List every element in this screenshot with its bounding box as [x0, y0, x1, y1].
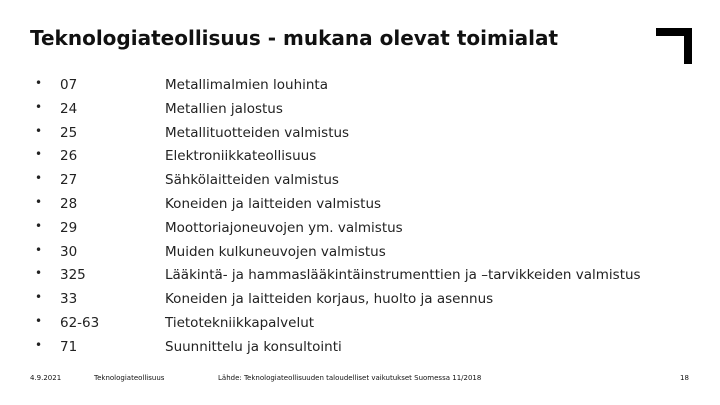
industry-description: Lääkintä- ja hammaslääkintäinstrumenttien ja –tarvikkeiden valmistus	[165, 267, 641, 284]
footer-organization: Teknologiateollisuus	[94, 374, 165, 382]
industry-code: 24	[60, 100, 78, 117]
bullet-icon: •	[35, 147, 43, 162]
bullet-icon: •	[35, 195, 43, 209]
list-item	[0, 288, 720, 310]
industry-description: Koneiden ja laitteiden korjaus, huolto ja asennus	[165, 291, 494, 308]
industry-code: 27	[60, 172, 78, 189]
bullet-icon: •	[35, 242, 43, 257]
list-item	[0, 312, 720, 334]
list-item	[0, 193, 720, 215]
bullet-icon: •	[35, 123, 43, 138]
footer-page-number: 18	[680, 374, 689, 382]
industry-code: 62-63	[60, 315, 100, 331]
bullet-icon: •	[35, 337, 43, 352]
industry-description: Metallien jalostus	[165, 100, 283, 117]
industry-description: Metallimalmien louhinta	[165, 77, 328, 93]
industry-description: Muiden kulkuneuvojen valmistus	[165, 243, 386, 260]
bullet-icon: •	[35, 76, 43, 90]
list-item	[0, 122, 720, 144]
industry-description: Metallituotteiden valmistus	[165, 124, 350, 141]
list-item	[0, 169, 720, 191]
industry-code: 28	[60, 196, 78, 212]
industry-description: Elektroniikkateollisuus	[165, 148, 317, 165]
list-item	[0, 336, 720, 358]
industry-code: 25	[60, 124, 78, 141]
footer-source: Lähde: Teknologiateollisuuden taloudelliset vaikutukset Suomessa 11/2018	[218, 374, 482, 382]
industry-code: 26	[60, 148, 78, 165]
industry-description: Moottoriajoneuvojen ym. valmistus	[165, 219, 403, 236]
page-title: Teknologiateollisuus - mukana olevat toimialat	[30, 26, 559, 50]
industry-description: Sähkölaitteiden valmistus	[165, 172, 339, 189]
industry-description: Tietotekniikkapalvelut	[165, 315, 315, 331]
list-item	[0, 264, 720, 286]
bullet-icon: •	[35, 218, 43, 233]
list-item	[0, 217, 720, 239]
list-item	[0, 98, 720, 120]
bullet-icon: •	[35, 171, 43, 186]
bullet-icon: •	[35, 99, 43, 114]
list-item	[0, 241, 720, 263]
bullet-icon: •	[35, 314, 43, 328]
bullet-icon: •	[35, 290, 43, 305]
industry-description: Suunnittelu ja konsultointi	[165, 338, 342, 355]
industry-code: 30	[60, 243, 78, 260]
industry-code: 325	[60, 267, 86, 284]
list-item	[0, 74, 720, 96]
industry-code: 33	[60, 291, 78, 308]
industry-code: 07	[60, 77, 78, 93]
industry-code: 71	[60, 338, 78, 355]
industry-description: Koneiden ja laitteiden valmistus	[165, 196, 382, 212]
corner-bracket-logo-icon	[656, 28, 692, 64]
industry-code: 29	[60, 219, 78, 236]
list-item	[0, 145, 720, 167]
footer-date: 4.9.2021	[30, 374, 62, 382]
bullet-icon: •	[35, 266, 43, 281]
